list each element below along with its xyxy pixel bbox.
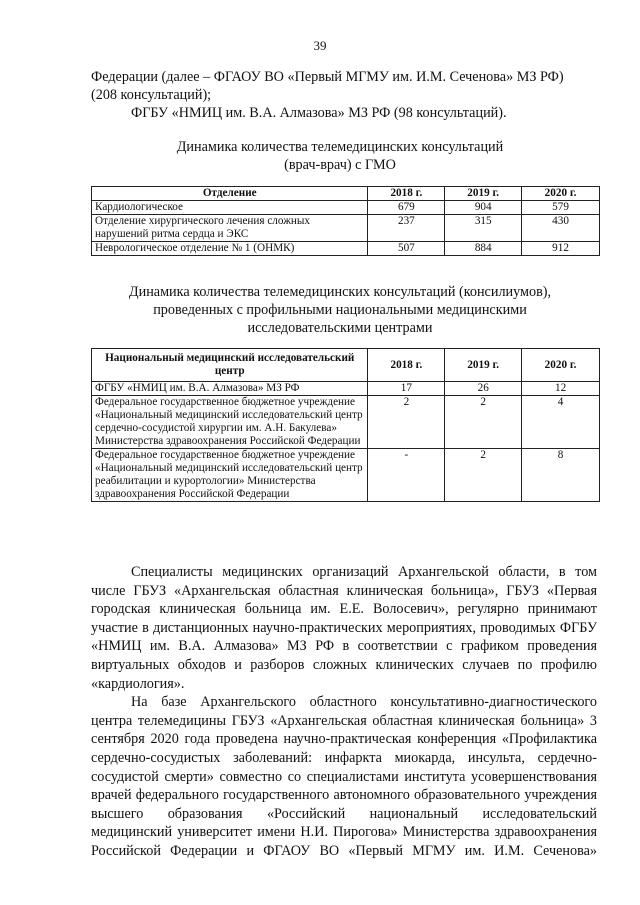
- table-row: [92, 382, 600, 396]
- value-2019: 884: [445, 242, 522, 256]
- table-row: [92, 242, 600, 256]
- table2-caption: [60, 283, 620, 337]
- departments-consultations-table: [91, 186, 600, 256]
- department-name: Кардиологическое: [92, 201, 368, 215]
- intro-line-2: (208 консультаций);: [91, 87, 212, 103]
- value-2019: 315: [445, 215, 522, 242]
- value-2020: 4: [522, 396, 600, 449]
- table2-caption-line-2: проведенных с профильными национальными медицинскими: [153, 302, 527, 318]
- value-2018: 679: [368, 201, 445, 215]
- table-row: [92, 396, 600, 449]
- column-header: 2019 г.: [445, 349, 522, 382]
- table2-caption-line-1: Динамика количества телемедицинских консультаций (консилиумов),: [128, 284, 552, 300]
- center-name: Федеральное государственное бюджетное учреждение «Национальный медицинский исследовательский центр сердечно-сосудистой хирургии им. А.Н. Бакулева» Министерства здравоохранения Российской Федерации: [92, 396, 368, 449]
- column-header: Национальный медицинский исследовательский центр: [92, 349, 368, 382]
- body-text: [91, 563, 597, 861]
- column-header: Отделение: [92, 187, 368, 201]
- value-2020: 912: [522, 242, 600, 256]
- intro-line-3: ФГБУ «НМИЦ им. В.А. Алмазова» МЗ РФ (98 консультаций).: [131, 105, 507, 121]
- value-2020: 430: [522, 215, 600, 242]
- table-row: [92, 449, 600, 502]
- value-2018: 17: [368, 382, 445, 396]
- table-header-row: [92, 187, 600, 201]
- page-number: 39: [313, 38, 327, 53]
- table-header-row: [92, 349, 600, 382]
- column-header: 2018 г.: [368, 349, 445, 382]
- value-2019: 904: [445, 201, 522, 215]
- table2-caption-line-3: исследовательскими центрами: [247, 320, 433, 336]
- value-2019: 2: [445, 396, 522, 449]
- value-2020: 12: [522, 382, 600, 396]
- research-centers-consultations-table: [91, 348, 600, 502]
- value-2020: 579: [522, 201, 600, 215]
- value-2019: 26: [445, 382, 522, 396]
- value-2018: 507: [368, 242, 445, 256]
- department-name: Отделение хирургического лечения сложных нарушений ритма сердца и ЭКС: [92, 215, 368, 242]
- table-row: [92, 215, 600, 242]
- value-2018: 237: [368, 215, 445, 242]
- table-row: [92, 201, 600, 215]
- value-2019: 2: [445, 449, 522, 502]
- center-name: ФГБУ «НМИЦ им. В.А. Алмазова» МЗ РФ: [92, 382, 368, 396]
- center-name: Федеральное государственное бюджетное учреждение «Национальный медицинский исследовательский центр реабилитации и курортологии» Министерства здравоохранения Российской Федерации: [92, 449, 368, 502]
- column-header: 2020 г.: [522, 187, 600, 201]
- department-name: Неврологическое отделение № 1 (ОНМК): [92, 242, 368, 256]
- intro-text: [91, 68, 597, 122]
- table1-caption: [60, 138, 620, 174]
- value-2020: 8: [522, 449, 600, 502]
- column-header: 2018 г.: [368, 187, 445, 201]
- value-2018: -: [368, 449, 445, 502]
- value-2018: 2: [368, 396, 445, 449]
- column-header: 2020 г.: [522, 349, 600, 382]
- paragraph-1: Специалисты медицинских организаций Архангельской области, в том числе ГБУЗ «Архангельская областная клиническая больница», ГБУЗ «Первая городская клиническая больница им. Е.Е. Волосевич», регулярно принимают участие в дистанционных научно-практических мероприятиях, проводимых ФГБУ «НМИЦ им. В.А. Алмазова» МЗ РФ в соответствии с графиком проведения виртуальных обходов и разборов сложных клинических случаев по профилю «кардиология».: [91, 564, 597, 692]
- intro-line-1: Федерации (далее – ФГАОУ ВО «Первый МГМУ им. И.М. Сеченова» МЗ РФ): [91, 69, 564, 85]
- paragraph-2: На базе Архангельского областного консультативно-диагностического центра телемедицины ГБУЗ «Архангельская областная клиническая больница» 3 сентября 2020 года проведена научно-практическая конференция «Профилактика сердечно-сосудистых заболеваний: инфаркта миокарда, инсульта, сердечно-сосудистой смерти» совместно со специалистами института усовершенствования врачей федерального государственного автономного образовательного учреждения высшего образования «Российский национальный исследовательский медицинский университет имени Н.И. Пирогова» Министерства здравоохранения Российской Федерации и ФГАОУ ВО «Первый МГМУ им. И.М. Сеченова»: [91, 694, 597, 859]
- table1-caption-line-1: Динамика количества телемедицинских консультаций: [176, 139, 504, 155]
- table1-caption-line-2: (врач-врач) с ГМО: [284, 157, 396, 173]
- column-header: 2019 г.: [445, 187, 522, 201]
